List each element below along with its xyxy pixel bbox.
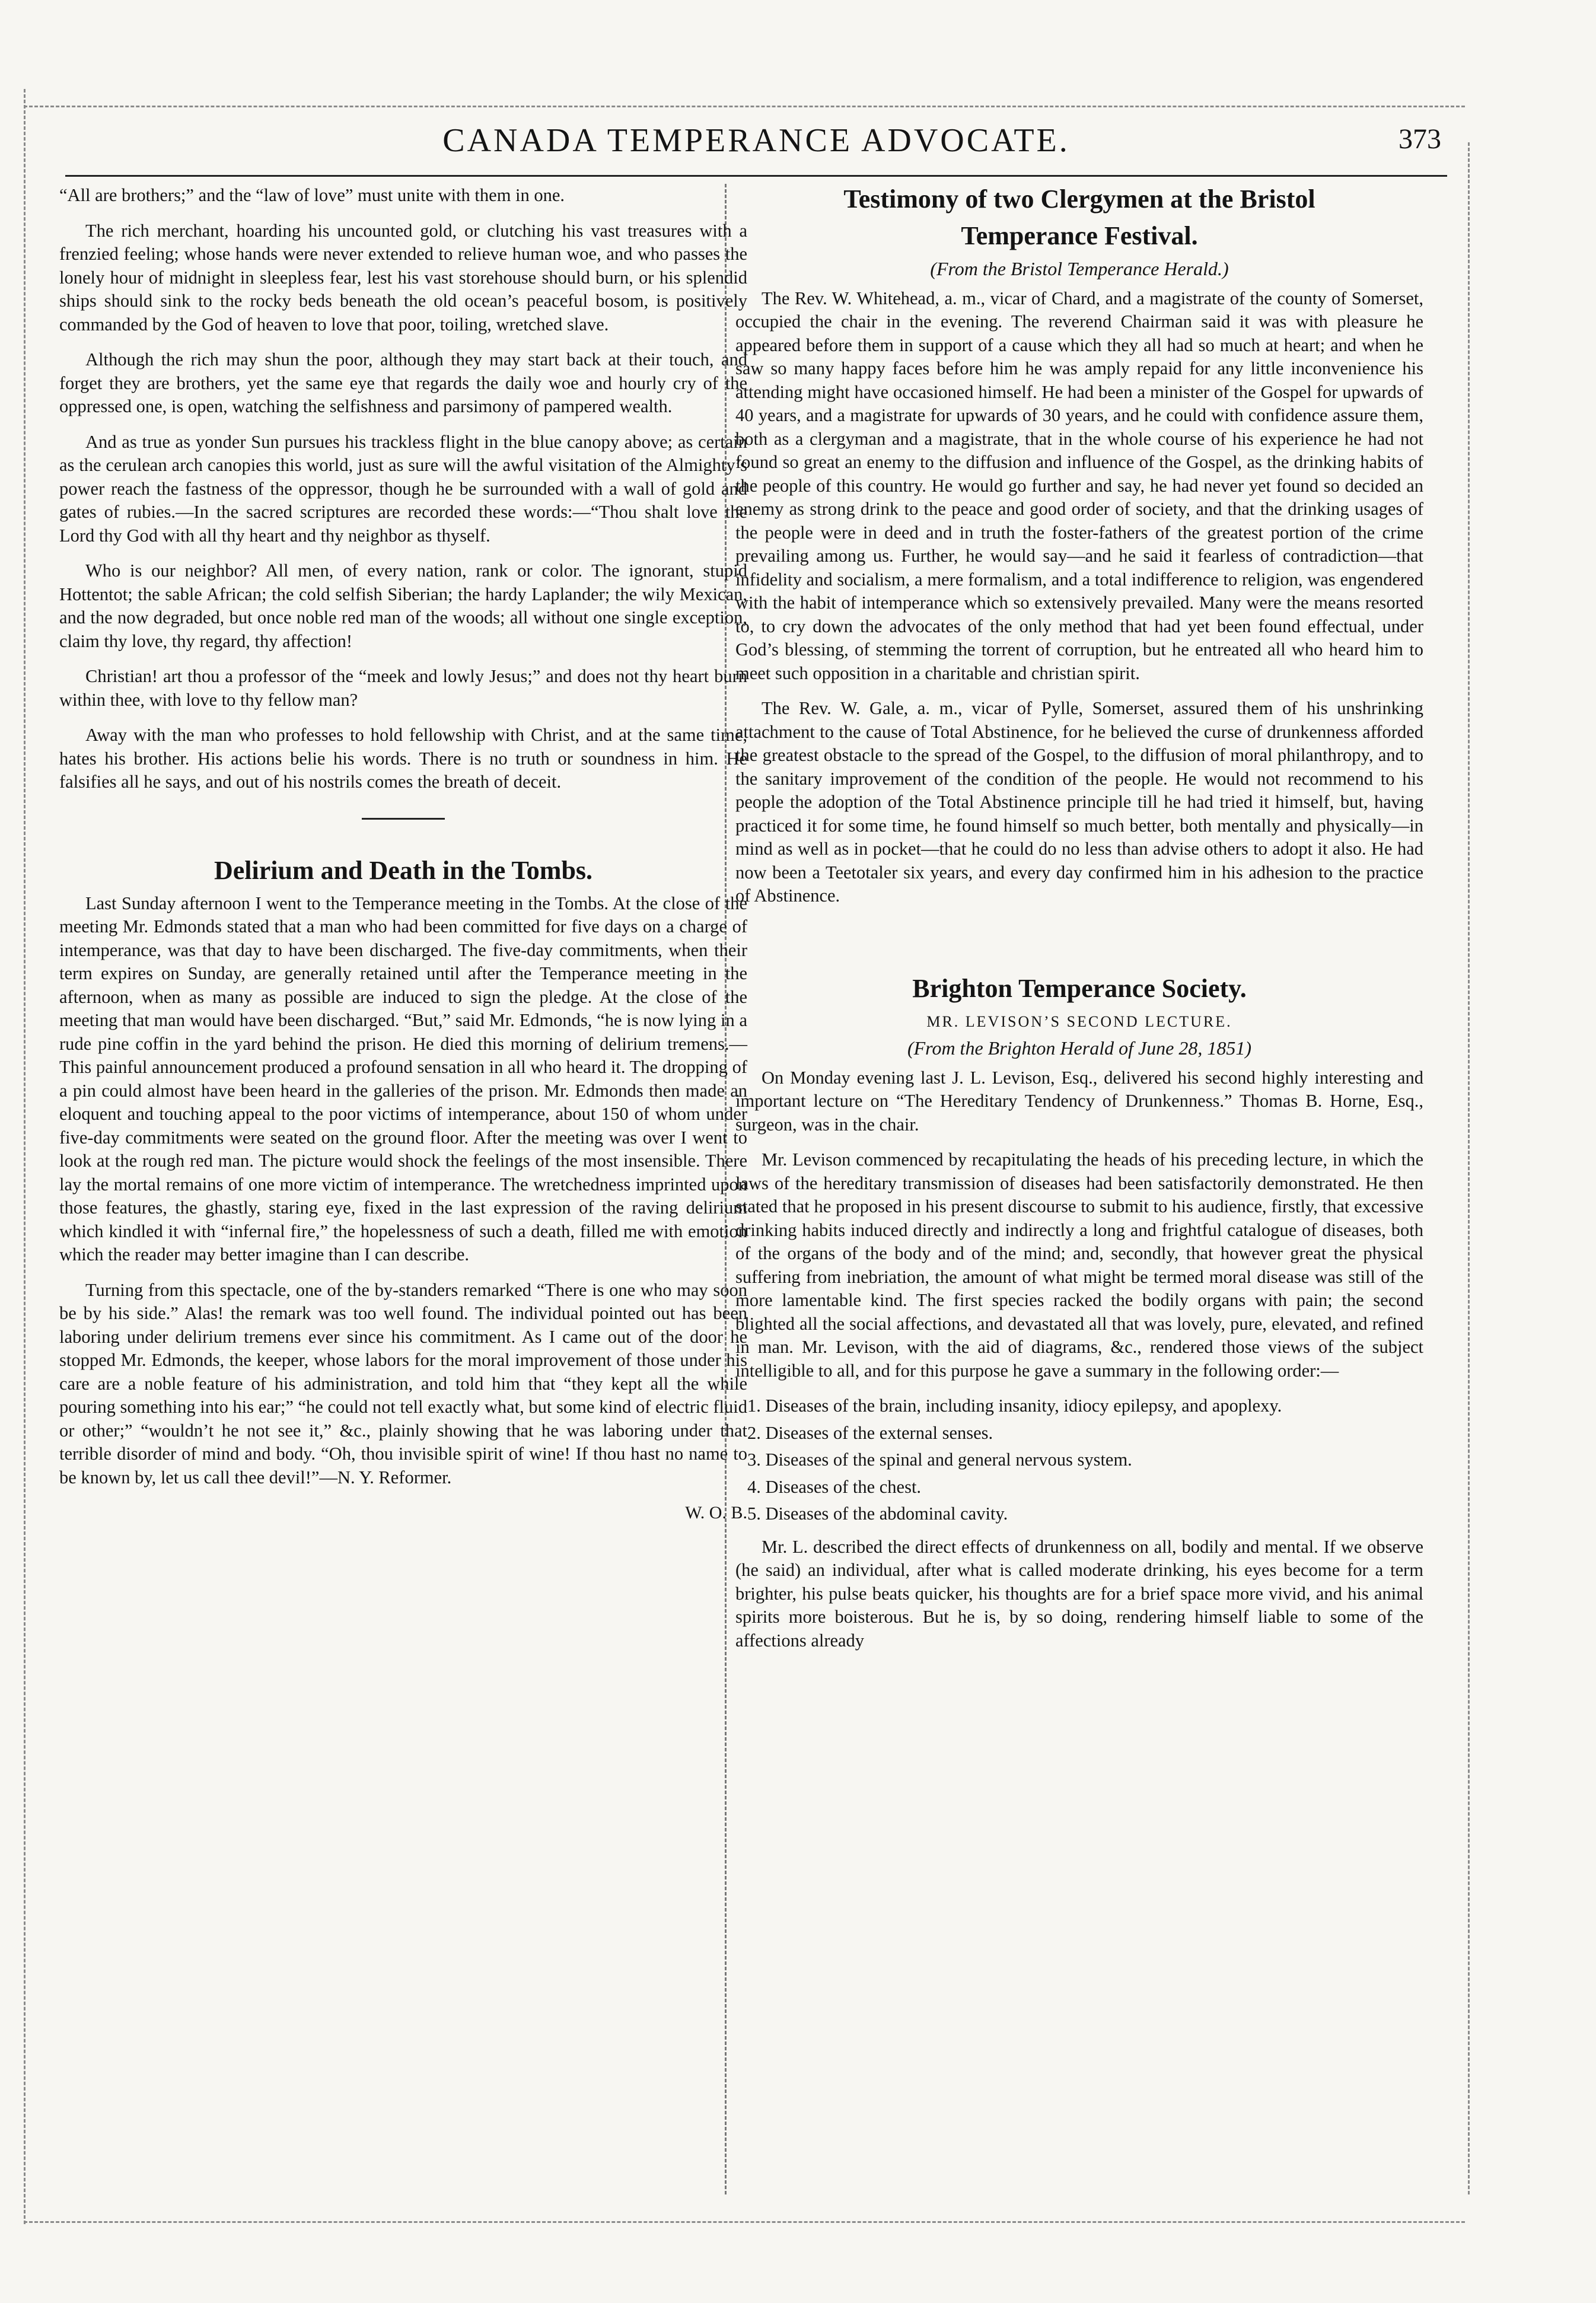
article-title-testimony-line1: Testimony of two Clergymen at the Bristol	[843, 184, 1315, 214]
article-signature: W. O. B.	[685, 1503, 747, 1522]
article-title-delirium: Delirium and Death in the Tombs.	[214, 855, 593, 885]
page-number: 373	[1399, 123, 1441, 155]
poem-paragraph: Although the rich may shun the poor, although they may start back at their touch, and forget they are brothers, yet the same eye that regards the daily woe and hourly cry of the oppressed one, is open, watching the selfishness and parsimony of pampered wealth.	[59, 349, 747, 416]
poem-paragraph: Christian! art thou a professor of the “meek and lowly Jesus;” and does not thy heart burn within thee, with love to thy fellow man?	[59, 666, 747, 710]
section-spacer	[735, 920, 1423, 973]
left-column	[59, 184, 747, 1525]
article-source: (From the Bristol Temperance Herald.)	[930, 258, 1229, 279]
article-source: (From the Brighton Herald of June 28, 1851)	[907, 1037, 1252, 1059]
poem-paragraph: The rich merchant, hoarding his uncounted gold, or clutching his vast treasures with a frenzied feeling; whose hands were never extended to relieve human woe, and who passes the lonely hour of midnight in sleepless fear, lest his vast storehouse should burn, or his splendid ships should sink to the rocky beds beneath the old ocean’s peaceful bosom, is positively commanded by the God of heaven to love that poor, toiling, wretched slave.	[59, 220, 747, 335]
list-item: 3. Diseases of the spinal and general nervous system.	[747, 1450, 1132, 1470]
right-border	[1468, 142, 1470, 2194]
running-head: CANADA TEMPERANCE ADVOCATE.	[442, 122, 1070, 159]
article-paragraph: Turning from this spectacle, one of the by-standers remarked “There is one who may soon be by his side.” Alas! the remark was too well found. The individual pointed out has been laboring under delirium tremens ever since his commitment. As I came out of the door he stopped Mr. Edmonds, the keeper, whose labors for the moral improvement of those under his care are a noble feature of his administration, and told him that “they kept all the while pouring something into his ear;” “he could not tell exactly what, but some kind of electric fluid or other;” “wouldn’t he not see it,” &c., plainly showing that he was laboring under that terrible disorder of mind and body. “Oh, thou invisible spirit of wine! If thou hast no name to be known by, let us call thee devil!”—N. Y. Reformer.	[59, 1279, 747, 1487]
poem-paragraph: Who is our neighbor? All men, of every nation, rank or color. The ignorant, stupid Hottentot; the sable African; the cold selfish Siberian; the hardy Laplander; the wily Mexican, and the now degraded, but once noble red man of the woods; all without one single exception, claim thy love, thy regard, thy affection!	[59, 560, 747, 651]
list-item: 4. Diseases of the chest.	[747, 1476, 922, 1497]
list-item: 1. Diseases of the brain, including insanity, idiocy epilepsy, and apoplexy.	[747, 1396, 1282, 1416]
article-paragraph: On Monday evening last J. L. Levison, Esq., delivered his second highly interesting and important lecture on “The Hereditary Tendency of Drunkenness.” Thomas B. Horne, Esq., surgeon, was in the chair.	[735, 1067, 1423, 1135]
header-rule	[65, 175, 1447, 177]
article-paragraph: Mr. Levison commenced by recapitulating the heads of his preceding lecture, in which the laws of the hereditary transmission of diseases had been satisfactorily demonstrated. He then stated that he proposed in his present discourse to submit to his audience, firstly, that excessive drinking habits induced directly and indirectly a long and frightful catalogue of diseases, both of the organs of the body and of the mind; and, secondly, that however great the physical suffering from inebriation, the amount of what might be termed moral disease was still of the more lamentable kind. The first species racked the bodily organs with pain; the second blighted all the social affections, and devastated all that was lovely, pure, elevated, and refined in man. Mr. Levison, with the aid of diagrams, &c., rendered those views of the subject intelligible to all, and for this purpose he gave a summary in the following order:—	[735, 1149, 1423, 1381]
bottom-border	[24, 2221, 1465, 2223]
top-border	[24, 106, 1465, 107]
poem-paragraph: “All are brothers;” and the “law of love” must unite with them in one.	[59, 185, 565, 205]
article-title-testimony-line2: Temperance Festival.	[961, 221, 1198, 250]
disease-list	[735, 1394, 1423, 1526]
article-paragraph: Last Sunday afternoon I went to the Temperance meeting in the Tombs. At the close of the meeting Mr. Edmonds stated that a man who had been committed for five days on a charge of intemperance, was that day to have been discharged. The five-day commitments, when their term expires on Sunday, are generally retained until after the Temperance meeting in the afternoon, when as many as possible are induced to sign the pledge. At the close of the meeting that man would have been discharged. “But,” said Mr. Edmonds, “he is now lying in a rude pine coffin in the yard behind the prison. He died this morning of delirium tremens.—This painful announcement produced a profound sensation in all who heard it. The dropping of a pin could almost have been heard in the galleries of the prison. Mr. Edmonds then made an eloquent and touching appeal to the poor victims of intemperance, about 150 of whom under five-day commitments were seated on the ground floor. After the meeting was over I went to look at the rough red man. The picture would shock the feelings of the most insensible. There lay the mortal remains of one more victim of intemperance. The wretchedness imprinted upon those features, the ghastly, staring eye, fixed in the last expression of the raving delirium which kindled it with “infernal fire,” the hopelessness of such a death, filled me with emotion which the reader may better imagine than I can describe.	[59, 893, 747, 1264]
article-title-brighton: Brighton Temperance Society.	[912, 973, 1247, 1003]
right-column	[735, 184, 1423, 1664]
poem-paragraph: And as true as yonder Sun pursues his trackless flight in the blue canopy above; as certain as the cerulean arch canopies this world, just as sure will the awful visitation of the Almighty’s power reach the fastness of the oppressor, though he be surrounded with a wall of gold and gates of rubies.—In the sacred scriptures are recorded these words:—“Thou shalt love the Lord thy God with all thy heart and thy neighbor as thyself.	[59, 431, 747, 546]
article-paragraph: Mr. L. described the direct effects of drunkenness on all, bodily and mental. If we observe (he said) an individual, after what is called moderate drinking, his eyes become for a term brighter, his pulse beats quicker, his thoughts are for a brief space more vivid, and his animal spirits more boisterous. But he is, by so doing, rendering himself liable to some of the affections already	[735, 1536, 1423, 1651]
article-paragraph: The Rev. W. Gale, a. m., vicar of Pylle, Somerset, assured them of his unshrinking attachment to the cause of Total Abstinence, for he believed the curse of drunkenness afforded the greatest obstacle to the spread of the Gospel, to the diffusion of moral philanthropy, and to the sanitary improvement of the condition of the people. He would not recommend to his people the adoption of the Total Abstinence principle till he had tried it himself, but, having practiced it for some time, he found himself so much better, both mentally and physically—in mind as well as in pocket—that he could do no less than advise others to adopt it also. He had now been a Teetotaler six years, and every day confirmed him in his adhesion to the practice of Abstinence.	[735, 698, 1423, 906]
article-paragraph: The Rev. W. Whitehead, a. m., vicar of Chard, and a magistrate of the county of Somerset, occupied the chair in the evening. The reverend Chairman said it was with pleasure he appeared before them in support of a cause which they all had so much at heart; and when he saw so many happy faces before him he was amply repaid for any little inconvenience his attending might have occasioned himself. He had been a minister of the Gospel for upwards of 40 years, and a magistrate for upwards of 30 years, and he could with confidence assure them, both as a clergyman and a magistrate, that in the whole course of his experience he had not found so great an enemy to the diffusion and influence of the Gospel, as the drinking habits of the people of this country. He would go further and say, he had never yet found so decided an enemy as strong drink to the peace and good order of society, and that the drinking usages of the people were in deed and in truth the foster-fathers of the greatest portion of the crime prevailing among us. Further, he would say—and he said it fearless of contradiction—that infidelity and socialism, a mere formalism, and a total indifference to religion, was engendered with the habit of intemperance which so extensively prevailed. Many were the means resorted to, to cry down the advocates of the only method that had yet been found effectual, under God’s blessing, of stemming the torrent of corruption, but he entreated all who heard him to meet such opposition in a charitable and christian spirit.	[735, 288, 1423, 683]
section-separator	[362, 818, 445, 820]
list-item: 2. Diseases of the external senses.	[747, 1422, 993, 1443]
list-item: 5. Diseases of the abdominal cavity.	[747, 1504, 1008, 1524]
article-subtitle: MR. LEVISON’S SECOND LECTURE.	[926, 1012, 1232, 1030]
page-header	[65, 116, 1447, 169]
poem-paragraph: Away with the man who professes to hold fellowship with Christ, and at the same time, hates his brother. His actions belie his words. There is no truth or soundness in him. He falsifies all he says, and out of his nostrils comes the breath of deceit.	[59, 725, 747, 792]
